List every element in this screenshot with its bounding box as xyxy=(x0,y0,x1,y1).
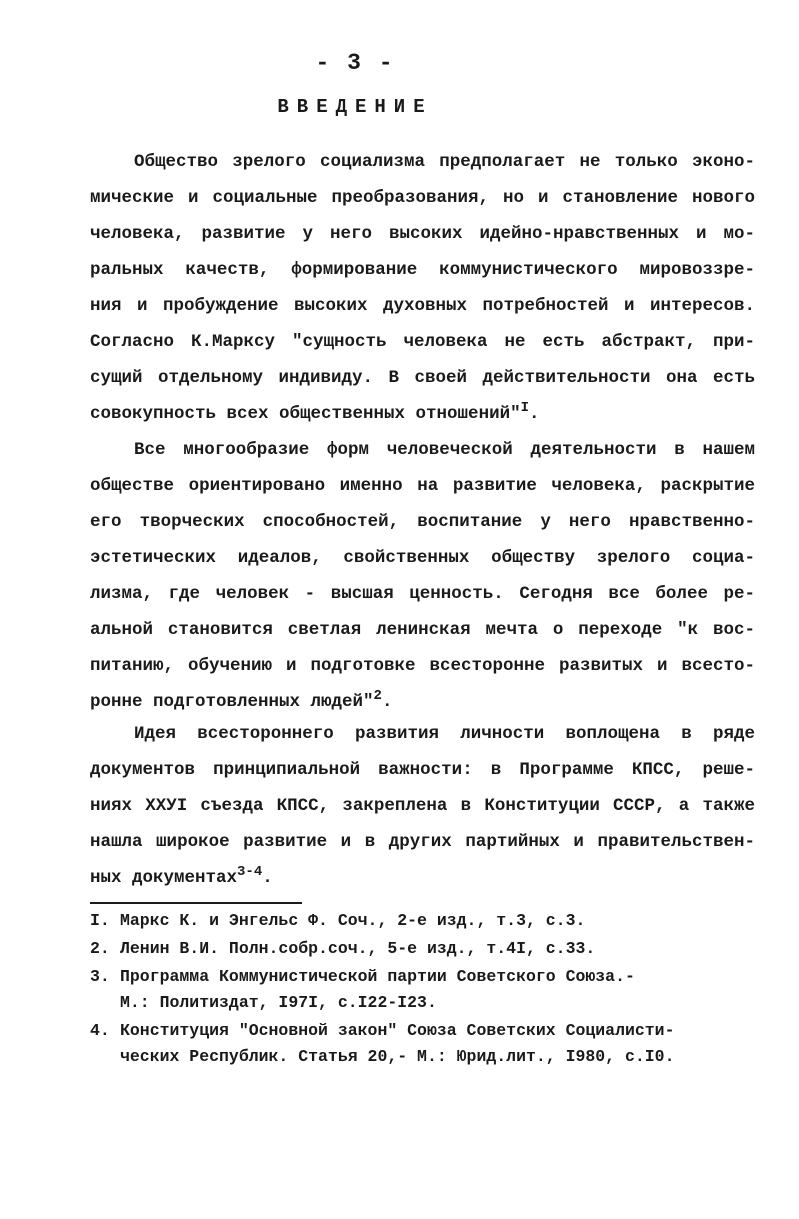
paragraph-line: альной становится светлая ленинская мечта о переходе "к вос- xyxy=(90,620,755,640)
paragraph-line: Все многообразие форм человеческой деятельности в нашем xyxy=(134,440,755,460)
footnote-line: Программа Коммунистической партии Советского Союза.- xyxy=(120,967,635,986)
paragraph-1 xyxy=(90,144,755,432)
footnote-line: ческих Республик. Статья 20,- М.: Юрид.лит., I980, с.I0. xyxy=(120,1047,675,1066)
paragraph-line: ния и пробуждение высоких духовных потребностей и интересов. xyxy=(90,296,755,316)
footnote-line: М.: Политиздат, I97I, с.I22-I23. xyxy=(120,993,437,1012)
footnote-text xyxy=(120,1018,740,1070)
paragraph-line-text: ронне подготовленных людей" xyxy=(90,692,374,712)
paragraph-line: Общество зрелого социализма предполагает не только эконо- xyxy=(134,152,755,172)
paragraph-2 xyxy=(90,432,755,720)
paragraph-line: ральных качеств, формирование коммунистического мировоззре- xyxy=(90,260,755,280)
footnote-line: Ленин В.И. Полн.собр.соч., 5-е изд., т.4I, с.33. xyxy=(120,939,596,958)
paragraph-line: Идея всестороннего развития личности воплощена в ряде xyxy=(134,724,755,744)
paragraph-last-line xyxy=(90,860,755,896)
footnote-text xyxy=(120,964,740,1016)
paragraph-line: обществе ориентировано именно на развитие человека, раскрытие xyxy=(90,476,755,496)
end-punctuation: . xyxy=(528,404,540,424)
footnotes xyxy=(90,908,740,1072)
paragraph-line: сущий отдельному индивиду. В своей действительности она есть xyxy=(90,368,755,388)
paragraph-line: ниях XXУI съезда КПСС, закреплена в Конституции СССР, а также xyxy=(90,796,755,816)
footnote-line: Маркс К. и Энгельс Ф. Соч., 2-е изд., т.3, с.3. xyxy=(120,911,586,930)
footnote-line: Конституция "Основной закон" Союза Советских Социалисти- xyxy=(120,1021,675,1040)
footnote-text xyxy=(120,936,740,962)
footnote-number: I. xyxy=(90,911,110,930)
paragraph-line: эстетических идеалов, свойственных обществу зрелого социа- xyxy=(90,548,755,568)
footnote-number: 2. xyxy=(90,939,110,958)
paragraph-line: лизма, где человек - высшая ценность. Сегодня все более ре- xyxy=(90,584,755,604)
paragraph-line: Согласно К.Марксу "сущность человека не есть абстракт, при- xyxy=(90,332,755,352)
paragraph-line-text: ных документах xyxy=(90,868,238,888)
paragraph-line-text: совокупность всех общественных отношений" xyxy=(90,404,521,424)
footnote-item xyxy=(90,964,740,1016)
footnote-number: 3. xyxy=(90,967,110,986)
footnote-reference: 2 xyxy=(373,688,382,704)
footnote-reference: I xyxy=(520,400,529,416)
footnote-reference: 3-4 xyxy=(237,864,263,880)
paragraph-line: документов принципиальной важности: в Программе КПСС, реше- xyxy=(90,760,755,780)
footnote-item xyxy=(90,908,740,934)
paragraph-3 xyxy=(90,716,755,896)
footnote-number: 4. xyxy=(90,1021,110,1040)
footnote-text xyxy=(120,908,740,934)
page-number: - 3 - xyxy=(315,50,395,76)
paragraph-last-line xyxy=(90,396,755,432)
paragraph-line: мические и социальные преобразования, но и становление нового xyxy=(90,188,755,208)
paragraph-last-line xyxy=(90,684,755,720)
end-punctuation: . xyxy=(381,692,393,712)
paragraph-line: его творческих способностей, воспитание у него нравственно- xyxy=(90,512,755,532)
footnote-separator xyxy=(90,902,302,904)
footnote-item xyxy=(90,936,740,962)
footnote-item xyxy=(90,1018,740,1070)
end-punctuation: . xyxy=(262,868,273,888)
section-heading: ВВЕДЕНИЕ xyxy=(277,96,433,118)
paragraph-line: питанию, обучению и подготовке всесторонне развитых и всесто- xyxy=(90,656,755,676)
paragraph-line: человека, развитие у него высоких идейно-нравственных и мо- xyxy=(90,224,755,244)
paragraph-line: нашла широкое развитие и в других партийных и правительствен- xyxy=(90,832,755,852)
